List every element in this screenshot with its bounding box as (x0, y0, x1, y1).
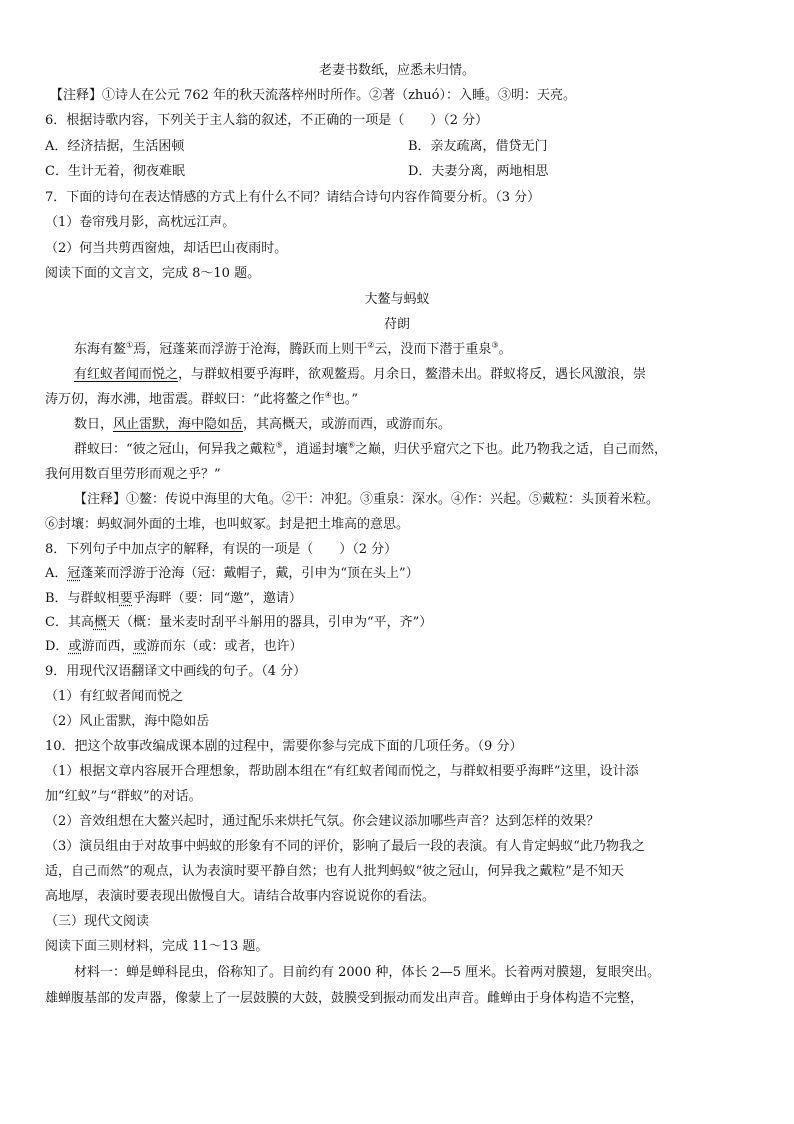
passage-paragraph-4 (74, 441, 667, 459)
text: 游而东（或：或者，也许） (146, 639, 303, 654)
q7-item-1: （1）卷帘残月影，高枕远江声。 (45, 215, 236, 230)
q7-item-2: （2）何当共剪西窗烛，却话巴山夜雨时。 (45, 241, 288, 256)
q6-stem: 6．根据诗歌内容，下列关于主人翁的叙述，不正确的一项是（ ）（2 分） (45, 113, 489, 128)
text: 游而西， (81, 639, 134, 654)
q9-item-2: （2）风止雷默，海中隐如岳 (45, 714, 210, 729)
footnote-mark: ② (367, 340, 375, 350)
q6-option-c: C．生计无着，彻夜难眠 (45, 164, 185, 179)
text: 也。” (331, 392, 358, 407)
text: A． (45, 566, 68, 581)
text: 天（概：量米麦时刮平斗斛用的器具，引申为“平，齐”） (106, 615, 433, 630)
q8-option-c (45, 614, 432, 632)
passage-title: 大鳌与蚂蚁 (364, 292, 430, 307)
passage-paragraph-1 (74, 341, 512, 359)
q6-option-a: A．经济拮据，生活困顿 (45, 139, 185, 154)
dotted-char: 概 (93, 615, 107, 630)
q7-stem: 7．下面的诗句在表达情感的方式上有什么不同？请结合诗句内容作简要分析。（3 分） (45, 190, 541, 205)
text: ，与群蚁相要乎海畔，欲观鳌焉。月余日，鳌潜未出。群蚁将反，遇长风激浪，崇 (178, 367, 647, 382)
text: 群蚁曰：“彼之冠山，何异我之戴粒 (74, 442, 276, 457)
passage-paragraph-4-line-2: 我何用数百里劳形而观之乎？” (45, 467, 221, 482)
passage-note-line-1: 【注释】①鳌：传说中海里的大龟。②干：冲犯。③重泉：深水。④作：兴起。⑤戴粒：头顶着米粒。 (74, 492, 660, 507)
dotted-char: 冠 (67, 566, 81, 581)
underlined-sentence-2: 风止雷默，海中隐如岳 (113, 417, 244, 432)
section-intro: 阅读下面三则材料，完成 11～13 题。 (45, 939, 269, 954)
text: D． (45, 639, 69, 654)
section-heading: （三）现代文阅读 (45, 914, 150, 929)
text: 云，没而下潜于重泉 (374, 342, 492, 357)
q10-item-3-line-2: 适，自己而然”的观点，认为表演时要平静自然；也有人批判蚂蚁“彼之冠山，何异我之戴粒”是不知天 (45, 864, 624, 879)
q9-stem: 9．用现代汉语翻译文中画线的句子。（4 分） (45, 664, 307, 679)
passage-paragraph-3 (74, 416, 451, 434)
footnote-mark: ④ (324, 390, 332, 400)
underlined-sentence-1: 有红蚁者闻而悦之 (74, 367, 179, 382)
dotted-char: 或 (68, 639, 82, 654)
text: 乎海畔（要：同“邀”，邀请） (132, 591, 302, 606)
q6-option-d: D．夫妻分离，两地相思 (408, 164, 549, 179)
q9-item-1: （1）有红蚁者闻而悦之 (45, 689, 184, 704)
text: 涛万仞，海水沸，地雷震。群蚁曰：“此将鳌之作 (45, 392, 325, 407)
q10-item-1-line-1: （1）根据文章内容展开合理想象，帮助剧本组在“有红蚁者闻而悦之，与群蚁相要乎海畔”这里，设计添 (45, 764, 639, 779)
dotted-char: 或 (133, 639, 147, 654)
text: B．与群蚁相 (45, 591, 120, 606)
q8-stem: 8．下列句子中加点字的解释，有误的一项是（ ）（2 分） (45, 542, 398, 557)
passage-note-line-2: ⑥封壤：蚂蚁洞外面的土堆，也叫蚁冢。封是把土堆高的意思。 (45, 517, 410, 532)
footnote-mark: ③ (491, 340, 499, 350)
classical-intro: 阅读下面的文言文，完成 8～10 题。 (45, 266, 261, 281)
footnote-mark: ⑥ (347, 440, 356, 450)
text: C．其高 (45, 615, 94, 630)
text: 东海有鳌 (74, 342, 127, 357)
dotted-char: 要 (119, 591, 133, 606)
q10-stem: 10．把这个故事改编成课本剧的过程中，需要你参与完成下面的几项任务。（9 分） (45, 739, 523, 754)
text: 。 (498, 342, 512, 357)
q6-option-b: B．亲友疏离，借贷无门 (408, 139, 548, 154)
q10-item-2: （2）音效组想在大鳌兴起时，通过配乐来烘托气氛。你会建议添加哪些声音？达到怎样的效果？ (45, 814, 600, 829)
poem-note: 【注释】①诗人在公元 762 年的秋天流落梓州时所作。②著（zhuó）：入睡。③明：天亮。 (50, 88, 576, 103)
text: 焉，冠蓬莱而浮游于沧海，腾跃而上则干 (133, 342, 368, 357)
text: 蓬莱而浮游于沧海（冠：戴帽子，戴，引申为“顶在头上”） (80, 566, 419, 581)
q10-item-3-line-3: 高地厚，表演时要表现出傲慢自大。请结合故事内容说说你的看法。 (45, 889, 436, 904)
q8-option-a (45, 565, 419, 583)
text: ，逍遥封壤 (282, 442, 348, 457)
passage-paragraph-2 (74, 366, 646, 384)
q10-item-1-line-2: 加“红蚁”与“群蚁”的对话。 (45, 789, 202, 804)
q8-option-b (45, 590, 302, 608)
footnote-mark: ① (126, 340, 134, 350)
material-1-line-1: 材料一：蝉是蝉科昆虫，俗称知了。目前约有 2000 种，体长 2—5 厘米。长着两对膜翅，复眼突出。 (74, 965, 661, 980)
text: ，其高概天，或游而西，或游而东。 (243, 417, 452, 432)
passage-paragraph-2-line-2 (45, 391, 358, 409)
q8-option-d (45, 638, 303, 656)
poem-last-line: 老妻书数纸，应悉未归情。 (318, 63, 475, 78)
text: 数日， (74, 417, 114, 432)
footnote-mark: ⑤ (275, 440, 283, 450)
material-1-line-2: 雄蝉腹基部的发声器，像蒙上了一层鼓膜的大鼓，鼓膜受到振动而发出声音。雌蝉由于身体构造不完整， (45, 991, 644, 1006)
text: 之巅，归伏乎窟穴之下也。此乃物我之适，自己而然， (355, 442, 668, 457)
q10-item-3-line-1: （3）演员组由于对故事中蚂蚁的形象有不同的评价，影响了最后一段的表演。有人肯定蚂蚁“此乃物我之 (45, 839, 645, 854)
passage-author: 苻朗 (383, 317, 410, 332)
